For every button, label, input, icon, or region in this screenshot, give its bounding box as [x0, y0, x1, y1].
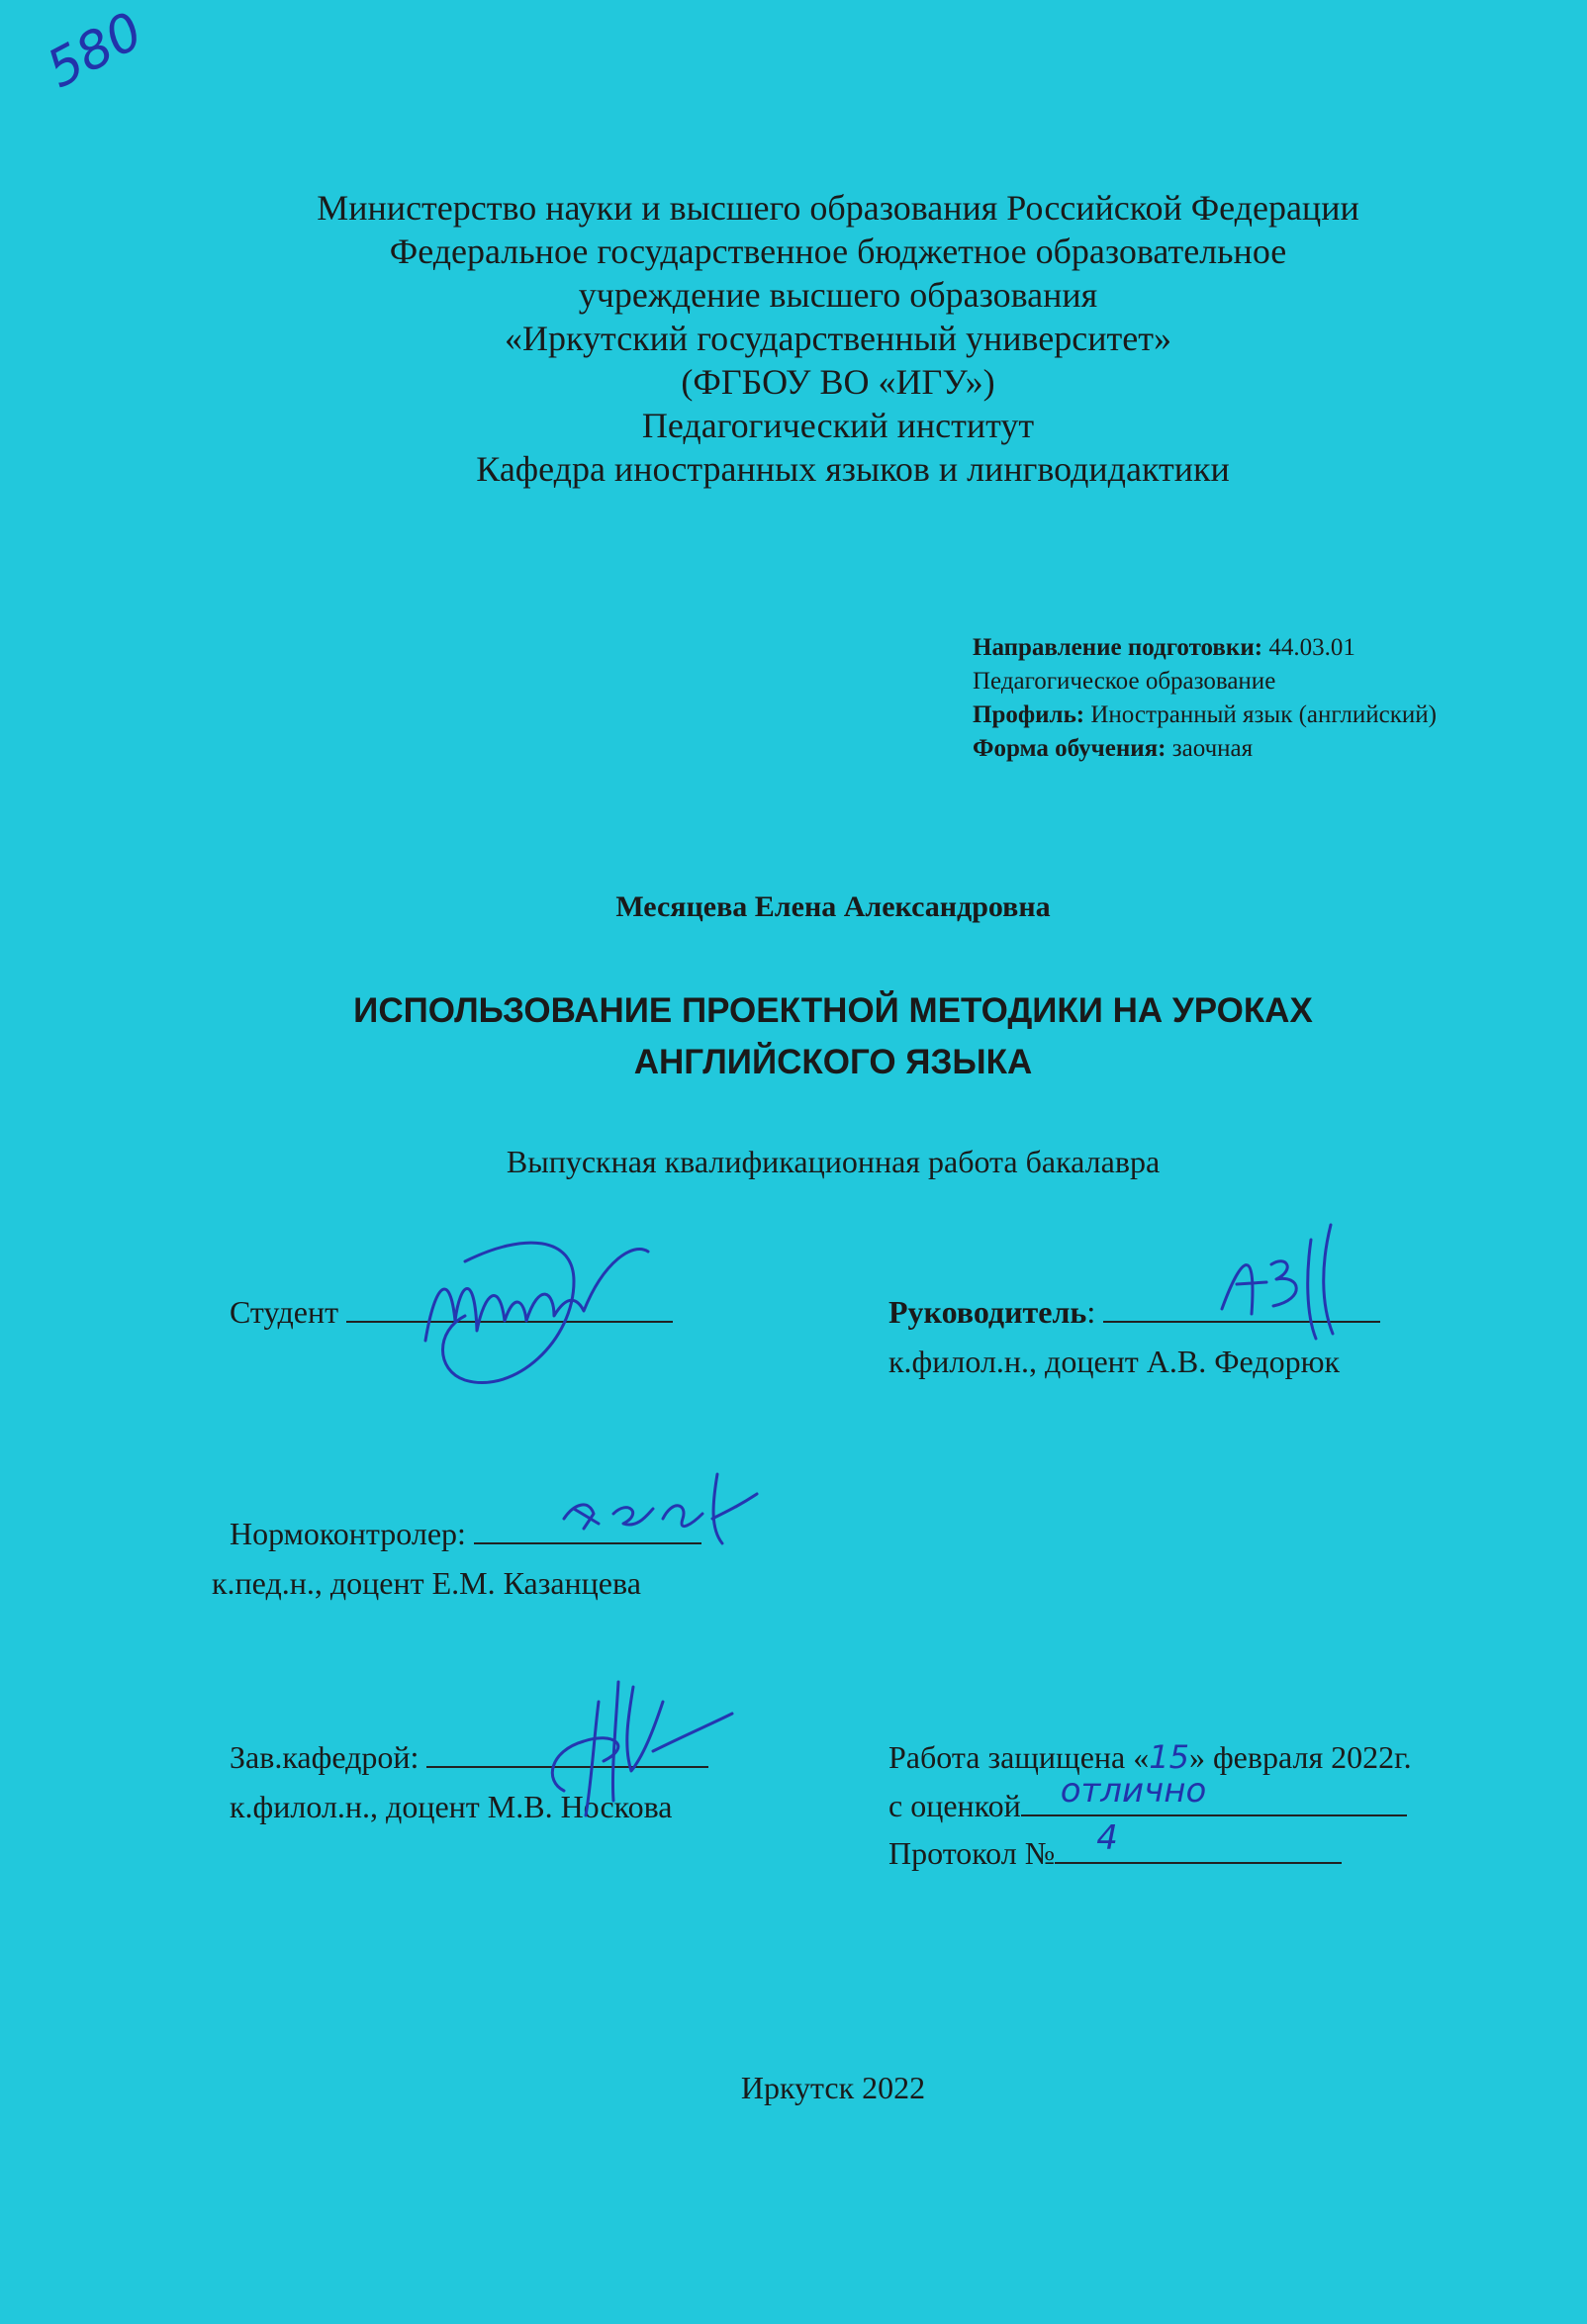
supervisor-colon: :: [1086, 1294, 1096, 1330]
supervisor-name: к.филол.н., доцент А.В. Федорюк: [888, 1344, 1341, 1379]
header-line-ministry: Министерство науки и высшего образования Российской Федерации: [317, 188, 1359, 228]
work-type: Выпускная квалификационная работа бакалавра: [506, 1144, 1161, 1179]
grade-label: с оценкой: [888, 1788, 1021, 1823]
direction-label: Направление подготовки:: [973, 634, 1263, 661]
profile-label: Профиль:: [973, 701, 1085, 728]
grade-line: [888, 1771, 1407, 1825]
header-line-institution: учреждение высшего образования: [578, 275, 1098, 315]
institution-header: [0, 186, 1587, 491]
specialty-block: [973, 631, 1437, 766]
direction-line: [973, 631, 1437, 665]
thesis-title-line2: АНГЛИЙСКОГО ЯЗЫКА: [633, 1043, 1033, 1081]
form-value: заочная: [1171, 735, 1254, 762]
protocol-underline: [1055, 1818, 1342, 1864]
protocol-line: [888, 1818, 1342, 1873]
author-name: Месяцева Елена Александровна: [615, 890, 1051, 923]
direction-code: 44.03.01: [1268, 634, 1355, 661]
normcontrol-signature: [554, 1464, 772, 1553]
city-year: Иркутск 2022: [740, 2070, 926, 2105]
grade-underline: [1021, 1771, 1407, 1816]
form-label: Форма обучения:: [973, 735, 1167, 762]
defense-day: 15: [1149, 1738, 1189, 1776]
header-line-department: Кафедра иностранных языков и лингводидактики: [476, 449, 1230, 489]
head-label: Зав.кафедрой:: [230, 1739, 420, 1775]
thesis-title: [0, 985, 1587, 1088]
header-line-federal: Федеральное государственное бюджетное образовательное: [389, 232, 1287, 271]
student-label: Студент: [230, 1294, 339, 1330]
head-signature: [524, 1662, 742, 1820]
normcontrol-name: к.пед.н., доцент Е.М. Казанцева: [212, 1565, 641, 1601]
student-signature: [406, 1222, 653, 1390]
header-line-institute: Педагогический институт: [641, 406, 1035, 445]
defense-prefix: Работа защищена «: [888, 1739, 1150, 1775]
defense-suffix: » февраля 2022г.: [1188, 1739, 1412, 1775]
profile-line: [973, 698, 1437, 732]
handwritten-archive-number: 580: [38, 1, 152, 100]
protocol-label: Протокол №: [888, 1835, 1056, 1871]
head-name: к.филол.н., доцент М.В. Носкова: [230, 1789, 673, 1824]
normcontrol-label: Нормоконтролер:: [230, 1516, 466, 1551]
protocol-value: 4: [1096, 1818, 1118, 1858]
profile-value: Иностранный язык (английский): [1090, 701, 1437, 728]
header-line-university: «Иркутский государственный университет»: [505, 319, 1171, 358]
supervisor-label: Руководитель: [888, 1294, 1087, 1330]
header-line-abbrev: (ФГБОУ ВО «ИГУ»): [681, 362, 995, 402]
form-line: [973, 732, 1437, 766]
grade-value: отлично: [1060, 1771, 1207, 1811]
direction-name: Педагогическое образование: [973, 668, 1276, 695]
supervisor-signature: [1212, 1215, 1360, 1353]
thesis-title-line1: ИСПОЛЬЗОВАНИЕ ПРОЕКТНОЙ МЕТОДИКИ НА УРОКАХ: [353, 991, 1313, 1030]
